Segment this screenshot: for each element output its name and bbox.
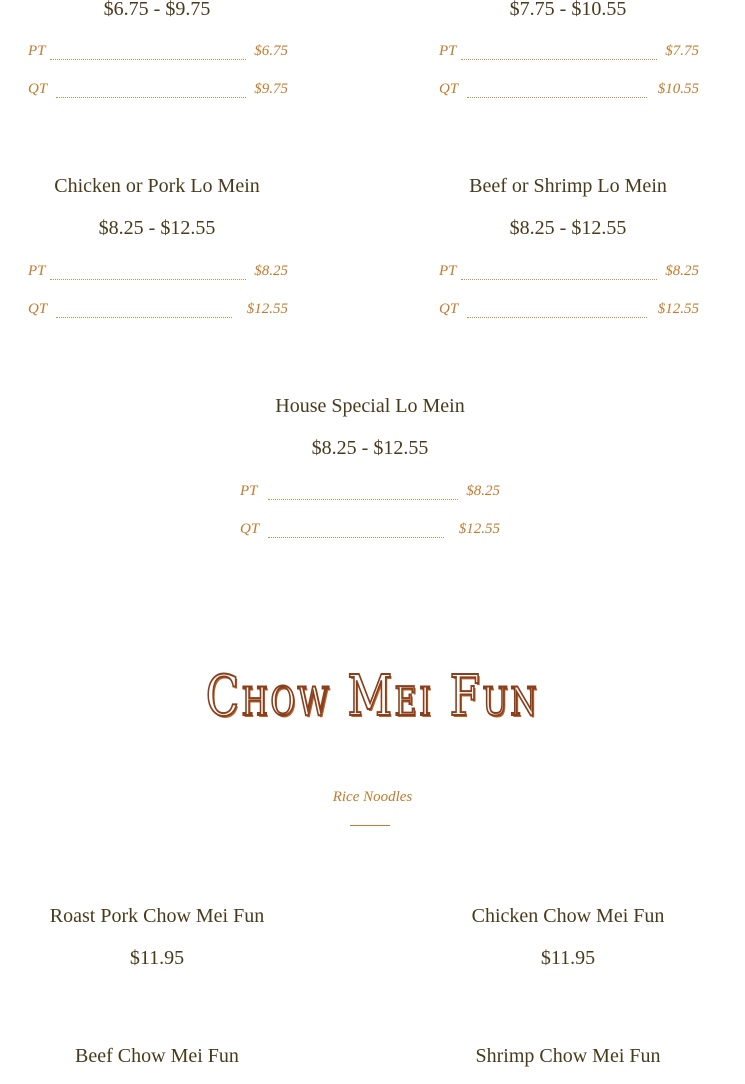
size-label: QT xyxy=(439,81,459,97)
menu-item-name: Shrimp Chow Mei Fun xyxy=(475,1045,661,1067)
size-price-row xyxy=(28,43,288,63)
dot-leader xyxy=(50,265,246,280)
item-price-range: $6.75 - $9.75 xyxy=(103,0,211,20)
dot-leader xyxy=(268,485,458,500)
size-price: $8.25 xyxy=(665,263,699,279)
item-price-range: $8.25 - $12.55 xyxy=(98,217,216,239)
size-price-row xyxy=(28,301,288,321)
menu-item-name: Chicken or Pork Lo Mein xyxy=(54,175,260,197)
size-price: $7.75 xyxy=(665,43,699,59)
section-subtitle: Rice Noodles xyxy=(332,789,413,805)
size-price: $8.25 xyxy=(254,263,288,279)
size-price: $6.75 xyxy=(254,43,288,59)
size-label: PT xyxy=(439,263,457,279)
size-price: $9.75 xyxy=(254,81,288,97)
size-price-row xyxy=(439,43,699,63)
size-label: QT xyxy=(439,301,459,317)
size-price-row xyxy=(240,483,500,503)
menu-item-name: House Special Lo Mein xyxy=(275,395,465,417)
menu-item-name: Beef or Shrimp Lo Mein xyxy=(469,175,667,197)
menu-item-name: Roast Pork Chow Mei Fun xyxy=(49,905,265,927)
size-label: PT xyxy=(28,43,46,59)
dot-leader xyxy=(467,303,647,318)
item-price-range: $8.25 - $12.55 xyxy=(311,437,429,459)
size-price: $10.55 xyxy=(657,81,699,97)
size-label: QT xyxy=(28,301,48,317)
dot-leader xyxy=(268,523,444,538)
dot-leader xyxy=(461,45,657,60)
size-label: QT xyxy=(28,81,48,97)
item-price-range: $8.25 - $12.55 xyxy=(509,217,627,239)
size-label: PT xyxy=(28,263,46,279)
size-price: $8.25 xyxy=(466,483,500,499)
dot-leader xyxy=(50,45,246,60)
size-price: $12.55 xyxy=(458,521,500,537)
dot-leader xyxy=(56,303,232,318)
size-price-row xyxy=(439,301,699,321)
size-price-row xyxy=(439,81,699,101)
size-price: $12.55 xyxy=(246,301,288,317)
size-price-row xyxy=(439,263,699,283)
menu-item-name: Chicken Chow Mei Fun xyxy=(471,905,665,927)
size-label: PT xyxy=(439,43,457,59)
item-price: $11.95 xyxy=(540,947,596,969)
item-price-range: $7.75 - $10.55 xyxy=(509,0,627,20)
dot-leader xyxy=(467,83,647,98)
dot-leader xyxy=(56,83,246,98)
section-divider xyxy=(350,825,390,826)
size-price: $12.55 xyxy=(657,301,699,317)
section-title: Chow Mei Fun xyxy=(205,664,540,729)
dot-leader xyxy=(461,265,657,280)
size-price-row xyxy=(28,263,288,283)
size-price-row xyxy=(28,81,288,101)
size-label: PT xyxy=(240,483,258,499)
size-label: QT xyxy=(240,521,260,537)
menu-item-name: Beef Chow Mei Fun xyxy=(75,1045,239,1067)
size-price-row xyxy=(240,521,500,541)
item-price: $11.95 xyxy=(129,947,185,969)
